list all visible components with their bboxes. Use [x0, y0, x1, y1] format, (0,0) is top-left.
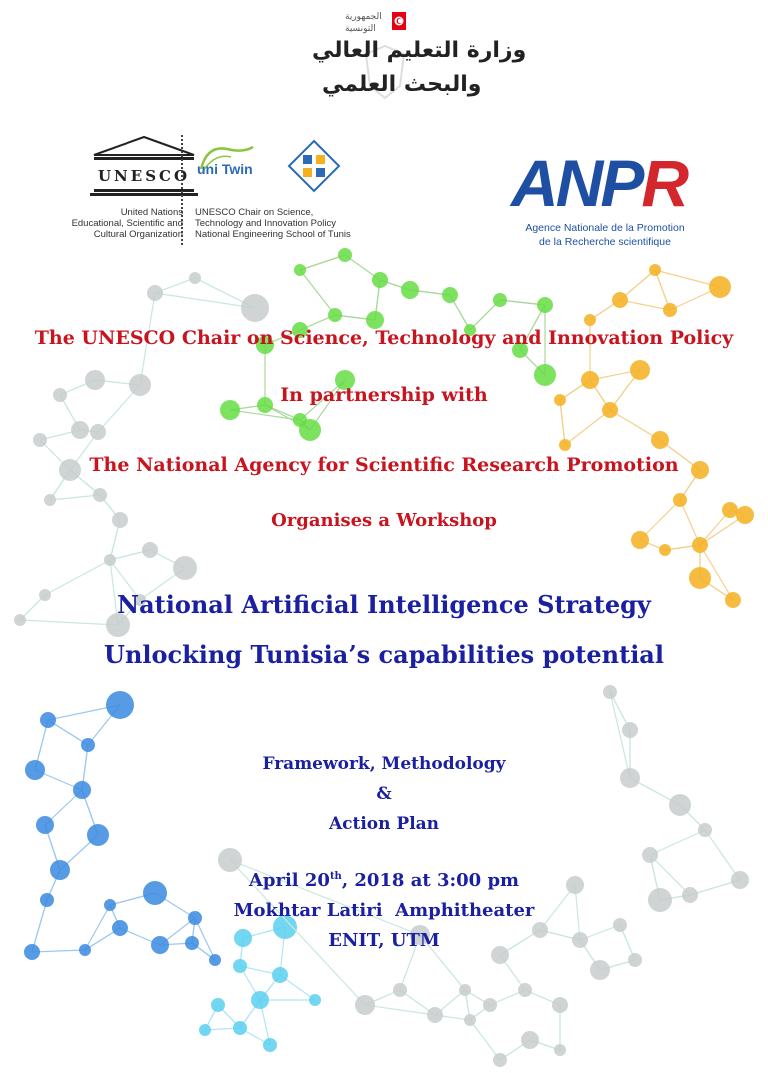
network-node — [590, 960, 610, 980]
network-node — [33, 433, 47, 447]
republic-label-line1: الجمهورية — [345, 12, 382, 22]
network-node — [659, 544, 671, 556]
network-node — [584, 314, 596, 326]
event-date-suffix: th — [329, 871, 342, 882]
network-node — [272, 967, 288, 983]
network-node — [71, 421, 89, 439]
network-node — [673, 493, 687, 507]
network-node — [483, 998, 497, 1012]
unesco-wordmark: UNESCO — [97, 167, 191, 185]
network-node — [642, 847, 658, 863]
unitwin-caption-line3: National Engineering School of Tunis — [195, 229, 351, 240]
anpr-caption-line2: de la Recherche scientifique — [539, 236, 671, 248]
network-node — [106, 691, 134, 719]
network-node — [189, 272, 201, 284]
network-link — [470, 1020, 500, 1060]
network-link — [20, 620, 118, 625]
announcement-line2: In partnership with — [280, 384, 488, 406]
tunisia-flag-icon — [392, 12, 406, 30]
network-node — [401, 281, 419, 299]
network-node — [459, 984, 471, 996]
unesco-caption-line3: Cultural Organization — [93, 229, 183, 240]
unesco-logo — [38, 135, 191, 245]
network-node — [518, 983, 532, 997]
unitwin-wordmark: uni Twin — [197, 161, 253, 177]
network-node — [338, 248, 352, 262]
network-node — [90, 424, 106, 440]
ministry-name-line1: وزارة التعليم العالي — [312, 38, 527, 63]
network-node — [263, 1038, 277, 1052]
network-node — [104, 554, 116, 566]
anpr-wordmark — [511, 146, 687, 220]
network-link — [300, 255, 345, 270]
network-link — [565, 410, 610, 445]
announcement-line3: The National Agency for Scientific Research Promotion — [89, 454, 679, 476]
network-node — [218, 848, 242, 872]
unitwin-logo — [195, 135, 365, 245]
network-node — [372, 272, 388, 288]
unesco-caption-line2: Educational, Scientific and — [71, 218, 183, 229]
network-node — [663, 303, 677, 317]
network-link — [365, 1005, 435, 1015]
network-node — [44, 494, 56, 506]
topics-line3: Action Plan — [328, 814, 440, 834]
network-link — [300, 270, 335, 315]
anpr-wordmark-np: NP — [555, 146, 642, 220]
network-node — [464, 1014, 476, 1026]
network-node — [427, 1007, 443, 1023]
network-node — [93, 488, 107, 502]
anpr-wordmark-r: R — [641, 146, 687, 220]
ministry-name-line2: والبحث العلمي — [322, 72, 482, 97]
republic-label-line2: التونسية — [345, 24, 376, 34]
network-node — [40, 712, 56, 728]
network-node — [554, 1044, 566, 1056]
network-node — [692, 537, 708, 553]
announcement-line1: The UNESCO Chair on Science, Technology and Innovation Policy — [34, 327, 734, 349]
network-node — [689, 567, 711, 589]
network-node — [147, 285, 163, 301]
network-node — [612, 292, 628, 308]
network-node — [173, 556, 197, 580]
network-node — [299, 419, 321, 441]
announcement-line4: Organises a Workshop — [271, 510, 497, 531]
network-node — [294, 264, 306, 276]
network-node — [211, 998, 225, 1012]
network-node — [631, 531, 649, 549]
network-node — [233, 1021, 247, 1035]
network-node — [493, 293, 507, 307]
event-date-rest: , 2018 at 3:00 pm — [341, 870, 520, 891]
network-node — [537, 297, 553, 313]
event-venue: Mokhtar Latiri Amphitheater — [233, 900, 535, 921]
network-node — [628, 953, 642, 967]
anpr-caption-line1: Agence Nationale de la Promotion — [525, 222, 685, 234]
network-node — [442, 287, 458, 303]
network-node — [534, 364, 556, 386]
network-node — [241, 294, 269, 322]
network-node — [603, 685, 617, 699]
unesco-temple-icon — [88, 135, 200, 197]
topics-line1: Framework, Methodology — [262, 754, 506, 774]
network-node — [209, 954, 221, 966]
event-date-prefix: April 20 — [248, 870, 330, 891]
network-link — [50, 495, 100, 500]
enit-emblem-icon — [287, 139, 341, 193]
network-node — [559, 439, 571, 451]
topics-line2: & — [376, 784, 392, 804]
event-institution: ENIT, UTM — [328, 930, 440, 951]
network-node — [651, 431, 669, 449]
network-node — [309, 994, 321, 1006]
network-node — [552, 997, 568, 1013]
workshop-title-line2: Unlocking Tunisia’s capabilities potential — [104, 640, 664, 669]
network-node — [142, 542, 158, 558]
event-date — [0, 870, 768, 891]
anpr-wordmark-a: A — [511, 146, 556, 220]
workshop-title-line1: National Artificial Intelligence Strategy — [117, 590, 651, 619]
network-node — [81, 738, 95, 752]
network-node — [199, 1024, 211, 1036]
logo-divider — [181, 135, 183, 245]
network-node — [251, 991, 269, 1009]
network-node — [328, 308, 342, 322]
unesco-caption-line1: United Nations — [120, 207, 183, 218]
network-node — [630, 360, 650, 380]
network-node — [493, 1053, 507, 1067]
network-node — [649, 264, 661, 276]
network-node — [233, 959, 247, 973]
network-node — [521, 1031, 539, 1049]
unitwin-caption-line2: Technology and Innovation Policy — [195, 218, 337, 229]
network-link — [560, 400, 565, 445]
anpr-logo — [505, 146, 705, 250]
network-node — [622, 722, 638, 738]
network-node — [355, 995, 375, 1015]
network-node — [709, 276, 731, 298]
unitwin-caption-line1: UNESCO Chair on Science, — [195, 207, 314, 218]
network-node — [393, 983, 407, 997]
